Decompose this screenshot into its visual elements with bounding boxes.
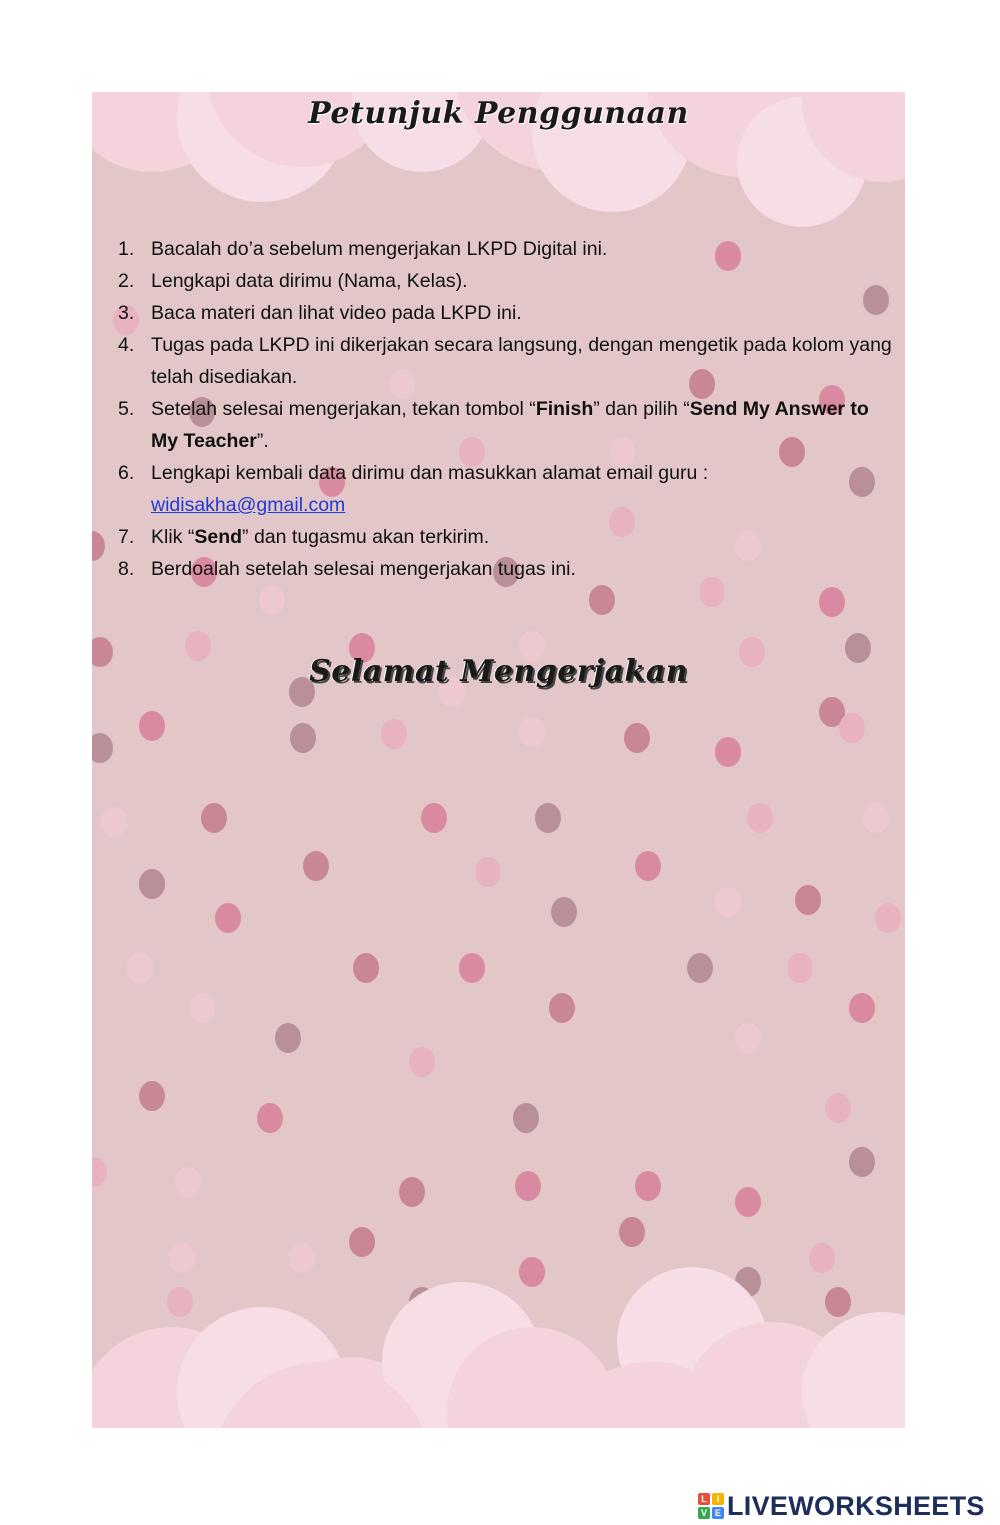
polka-dot: [475, 857, 501, 887]
polka-dot: [875, 903, 901, 933]
polka-dot: [619, 1217, 645, 1247]
logo-letter: V: [698, 1507, 710, 1519]
list-item: [118, 233, 898, 265]
item-text: Bacalah do’a sebelum mengerjakan LKPD Digital ini.: [151, 238, 608, 260]
item-text: Baca materi dan lihat video pada LKPD ini.: [151, 302, 522, 324]
polka-dot: [349, 1227, 375, 1257]
item-number: 8.: [118, 558, 135, 580]
polka-dot: [795, 885, 821, 915]
polka-dot: [839, 713, 865, 743]
polka-dot: [459, 953, 485, 983]
polka-dot: [849, 1147, 875, 1177]
polka-dot: [515, 1171, 541, 1201]
text-segment: Setelah selesai mengerjakan, tekan tombol “: [151, 398, 536, 420]
text-segment: Lengkapi kembali data dirimu dan masukkan alamat email guru :: [151, 462, 709, 484]
list-item: [118, 329, 898, 393]
polka-dot: [290, 723, 316, 753]
closing-title: Selamat Mengerjakan: [309, 654, 688, 689]
polka-dot: [215, 903, 241, 933]
polka-dot: [787, 953, 813, 983]
item-number: 6.: [118, 462, 135, 484]
logo-letter: L: [698, 1493, 710, 1505]
list-item: [118, 393, 898, 457]
polka-dot: [167, 1287, 193, 1317]
text-segment: ” dan tugasmu akan terkirim.: [242, 526, 490, 548]
worksheet-page: [92, 92, 905, 1428]
text-segment: Klik “: [151, 526, 195, 548]
item-text: Tugas pada LKPD ini dikerjakan secara langsung, dengan mengetik pada kolom yang telah disediakan.: [151, 334, 892, 388]
polka-dot: [747, 803, 773, 833]
polka-dot: [353, 953, 379, 983]
polka-dot: [825, 1093, 851, 1123]
liveworksheets-logo-icon: [698, 1493, 724, 1519]
logo-letter: E: [712, 1507, 724, 1519]
text-segment: ” dan pilih “: [593, 398, 690, 420]
polka-dot: [825, 1287, 851, 1317]
page-title: Petunjuk Penggunaan: [308, 96, 689, 131]
polka-dot: [101, 807, 127, 837]
send-label: Send: [194, 526, 243, 548]
polka-dot: [175, 1167, 201, 1197]
polka-dot: [635, 1171, 661, 1201]
polka-dot: [809, 1243, 835, 1273]
polka-dot: [127, 953, 153, 983]
polka-dot: [289, 1243, 315, 1273]
list-item: [118, 297, 898, 329]
polka-dot: [189, 993, 215, 1023]
polka-dot: [535, 803, 561, 833]
list-item: [118, 521, 898, 553]
polka-dot: [139, 869, 165, 899]
polka-dot: [139, 711, 165, 741]
item-text: Berdoalah setelah selesai mengerjakan tugas ini.: [151, 558, 576, 580]
polka-dot: [257, 1103, 283, 1133]
polka-dot: [201, 803, 227, 833]
liveworksheets-brand[interactable]: [698, 1490, 985, 1522]
polka-dot: [624, 723, 650, 753]
polka-dot: [275, 1023, 301, 1053]
polka-dot: [519, 1257, 545, 1287]
polka-dot: [92, 733, 113, 763]
polka-dot: [399, 1177, 425, 1207]
item-number: 4.: [118, 334, 135, 356]
brand-name: LIVEWORKSHEETS: [727, 1490, 985, 1521]
polka-dot: [139, 1081, 165, 1111]
polka-dot: [735, 1023, 761, 1053]
item-number: 7.: [118, 526, 135, 548]
polka-dot: [863, 803, 889, 833]
send-answer-label: Send My Answer to My Teacher: [151, 398, 869, 452]
text-segment: ”.: [256, 430, 269, 452]
item-number: 5.: [118, 398, 135, 420]
item-text: [151, 457, 898, 521]
polka-dot: [549, 993, 575, 1023]
polka-dot: [687, 953, 713, 983]
polka-dot: [735, 1187, 761, 1217]
finish-label: Finish: [535, 398, 594, 420]
polka-dot: [409, 1047, 435, 1077]
polka-dot: [92, 1157, 107, 1187]
polka-dot: [92, 531, 105, 561]
polka-dot: [819, 587, 845, 617]
polka-dot: [519, 717, 545, 747]
polka-dot: [635, 851, 661, 881]
logo-letter: I: [712, 1493, 724, 1505]
item-number: 2.: [118, 270, 135, 292]
polka-dot: [259, 585, 285, 615]
list-item: [118, 457, 898, 521]
item-number: 1.: [118, 238, 135, 260]
polka-dot: [381, 719, 407, 749]
polka-dot: [303, 851, 329, 881]
polka-dot: [715, 887, 741, 917]
item-text: [151, 521, 898, 553]
polka-dot: [715, 737, 741, 767]
item-number: 3.: [118, 302, 135, 324]
list-item: [118, 265, 898, 297]
polka-dot: [849, 993, 875, 1023]
list-item: [118, 553, 898, 585]
item-text: [151, 393, 898, 457]
bottom-clouds: [92, 1267, 905, 1428]
polka-dot: [513, 1103, 539, 1133]
instruction-list: [118, 233, 898, 585]
item-text: Lengkapi data dirimu (Nama, Kelas).: [151, 270, 468, 292]
teacher-email-link[interactable]: widisakha@gmail.com: [151, 494, 346, 516]
polka-dot: [169, 1243, 195, 1273]
polka-dot: [589, 585, 615, 615]
polka-dot: [551, 897, 577, 927]
polka-dot: [421, 803, 447, 833]
